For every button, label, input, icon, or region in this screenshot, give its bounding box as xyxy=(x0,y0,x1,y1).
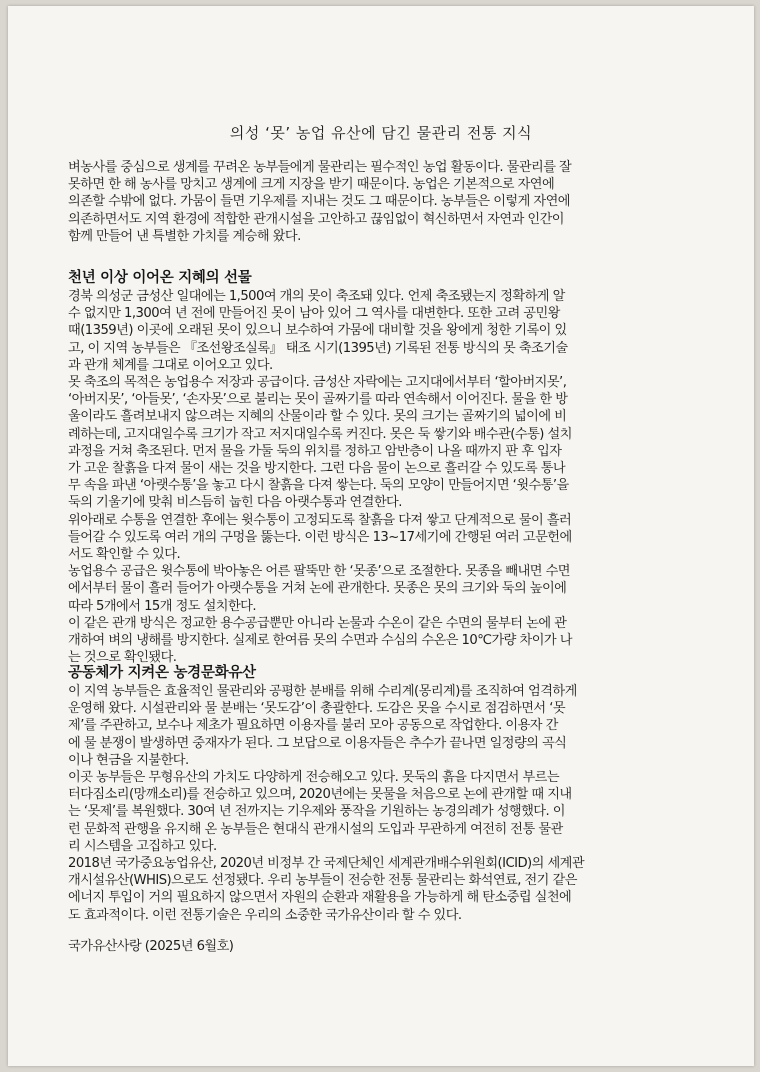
section-line: 런 문화적 관행을 유지해 온 농부들은 현대식 관개시설의 도입과 무관하게 여전히 전통 물관 xyxy=(68,821,563,837)
section-line: 고, 이 지역 농부들은 『조선왕조실록』 태조 시기(1395년) 기록된 전통 방식의 못 축조기술 xyxy=(68,340,568,356)
section-line: 는 ‘못제’를 복원했다. 30여 년 전까지는 기우제와 풍작을 기원하는 농경의례가 성행했다. 이 xyxy=(68,804,565,820)
section-line: 과 관개 체계를 그대로 이어오고 있다. xyxy=(68,357,273,373)
intro-line: 못하면 한 해 농사를 망치고 생계에 크게 지장을 받기 때문이다. 농업은 기본적으로 자연에 xyxy=(68,177,555,193)
document-page xyxy=(8,6,754,1066)
section-wisdom xyxy=(68,269,708,666)
section-line: 때(1359년) 이곳에 오래된 못이 있으니 보수하여 가뭄에 대비할 것을 왕에게 청한 기록이 있 xyxy=(68,323,567,339)
intro-line: 함께 만들어 낸 특별한 가치를 계승해 왔다. xyxy=(68,228,301,244)
section-line: 경북 의성군 금성산 일대에는 1,500여 개의 못이 축조돼 있다. 언제 축조됐는지 정확하게 알 xyxy=(68,289,565,304)
intro-line: 의존할 수밖에 없다. 가뭄이 들면 기우제를 지내는 것도 그 때문이다. 농부들은 이렇게 자연에 xyxy=(68,194,570,210)
section-line: 이 같은 관개 방식은 정교한 용수공급뿐만 아니라 논물과 수온이 같은 수면의 물부터 논에 관 xyxy=(68,615,567,631)
section-line: 둑의 기울기에 맞춰 비스듬히 눕힌 다음 아랫수통과 연결한다. xyxy=(68,495,402,511)
intro-paragraph xyxy=(68,159,708,245)
section-line: 못 축조의 목적은 농업용수 저장과 공급이다. 금성산 자락에는 고지대에서부터 ‘할아버지못’, xyxy=(68,375,567,391)
section-line: 들어갈 수 있도록 여러 개의 구멍을 뚫는다. 이런 방식은 13~17세기에 간행된 여러 고문헌에 xyxy=(68,529,572,545)
section-line: 과정을 거쳐 축조된다. 먼저 물을 가둘 둑의 위치를 정하고 암반층이 나올 때까지 판 후 입자 xyxy=(68,443,562,459)
section-line: 무 속을 파낸 ‘아랫수통’을 놓고 다시 찰흙을 다져 쌓는다. 둑의 모양이 만들어지면 ‘윗수통’을 xyxy=(68,478,569,494)
section-line: 위아래로 수통을 연결한 후에는 윗수통이 고정되도록 찰흙을 다져 쌓고 단계적으로 물이 흘러 xyxy=(68,512,572,528)
section-line: 례하는데, 고지대일수록 크기가 작고 저지대일수록 커진다. 못은 둑 쌓기와 배수관(수통) 설치 xyxy=(68,426,572,442)
intro-line: 의존하면서도 지역 환경에 적합한 관개시설을 고안하고 끊임없이 혁신하면서 자연과 인간이 xyxy=(68,211,564,227)
section-line: 제’를 주관하고, 보수나 제초가 필요하면 이용자를 불러 모아 공동으로 작업한다. 이용자 간 xyxy=(68,718,558,734)
section-line: 이곳 농부들은 무형유산의 가치도 다양하게 전승해오고 있다. 못둑의 흙을 다지면서 부르는 xyxy=(68,770,560,786)
source-footer xyxy=(68,938,708,955)
section-heading-wisdom: 천년 이상 이어온 지혜의 선물 xyxy=(68,270,252,286)
section-line: 따라 5개에서 15개 정도 설치한다. xyxy=(68,598,256,614)
source-citation: 국가유산사랑 (2025년 6월호) xyxy=(68,939,234,954)
section-line: 터다짐소리(망깨소리)를 전승하고 있으며, 2020년에는 못물을 처음으로 논에 관개할 때 지내 xyxy=(68,787,572,803)
section-line: 개하여 벼의 냉해를 방지한다. 실제로 한여름 못의 수면과 수심의 수온은 10℃가량 차이가 나 xyxy=(68,633,572,649)
section-line: 수 없지만 1,300여 년 전에 만들어진 못이 남아 있어 그 역사를 대변한다. 또한 고려 공민왕 xyxy=(68,306,560,322)
section-line: 이나 현금을 지불한다. xyxy=(68,752,189,768)
section-line: 개시설유산(WHIS)으로도 선정됐다. 우리 농부들이 전승한 전통 물관리는 화석연료, 전기 같은 xyxy=(68,873,577,889)
section-line: 에너지 투입이 거의 필요하지 않으면서 자원의 순환과 재활용을 가능하게 해 탄소중립 실천에 xyxy=(68,890,572,906)
section-line: 서도 확인할 수 있다. xyxy=(68,547,181,563)
section-heading-community: 공동체가 지켜온 농경문화유산 xyxy=(68,665,256,681)
section-line: 도 효과적이다. 이런 전통기술은 우리의 소중한 국가유산이라 할 수 있다. xyxy=(68,907,462,923)
section-line: ‘아버지못’, ‘아들못’, ‘손자못’으로 불리는 못이 골짜기를 따라 연속해서 이어진다. 물을 한 방 xyxy=(68,392,568,408)
section-line: 리 시스템을 고집하고 있다. xyxy=(68,838,217,854)
document-title: 의성 ‘못’ 농업 유산에 담긴 물관리 전통 지식 xyxy=(229,124,533,142)
section-community xyxy=(68,664,708,924)
section-line: 는 것으로 확인됐다. xyxy=(68,650,177,666)
intro-line: 벼농사를 중심으로 생계를 꾸려온 농부들에게 물관리는 필수적인 농업 활동이다. 물관리를 잘 xyxy=(68,160,572,175)
section-line: 이 지역 농부들은 효율적인 물관리와 공평한 분배를 위해 수리계(몽리계)를 조직하여 엄격하게 xyxy=(68,684,577,699)
section-line: 가 고운 찰흙을 다져 물이 새는 것을 방지한다. 그런 다음 물이 논으로 흘러갈 수 있도록 통나 xyxy=(68,461,566,477)
section-line: 울이라도 흘려보내지 않으려는 지혜의 산물이라 할 수 있다. 못의 크기는 골짜기의 넓이에 비 xyxy=(68,409,567,425)
section-line: 운영해 왔다. 시설관리와 물 분배는 ‘못도감’이 총괄한다. 도감은 못을 수시로 점검하면서 ‘못 xyxy=(68,701,566,717)
section-line: 농업용수 공급은 윗수통에 박아놓은 어른 팔뚝만 한 ‘못종’으로 조절한다. 못종을 빼내면 수면 xyxy=(68,564,570,580)
section-line: 에서부터 물이 흘러 들어가 아랫수통을 거쳐 논에 관개한다. 못종은 못의 크기와 둑의 높이에 xyxy=(68,581,567,597)
section-line: 2018년 국가중요농업유산, 2020년 비정부 간 국제단체인 세계관개배수위원회(ICID)의 세계관 xyxy=(68,856,585,872)
section-line: 에 물 분쟁이 발생하면 중재자가 된다. 그 보답으로 이용자들은 추수가 끝나면 일정량의 곡식 xyxy=(68,735,567,751)
